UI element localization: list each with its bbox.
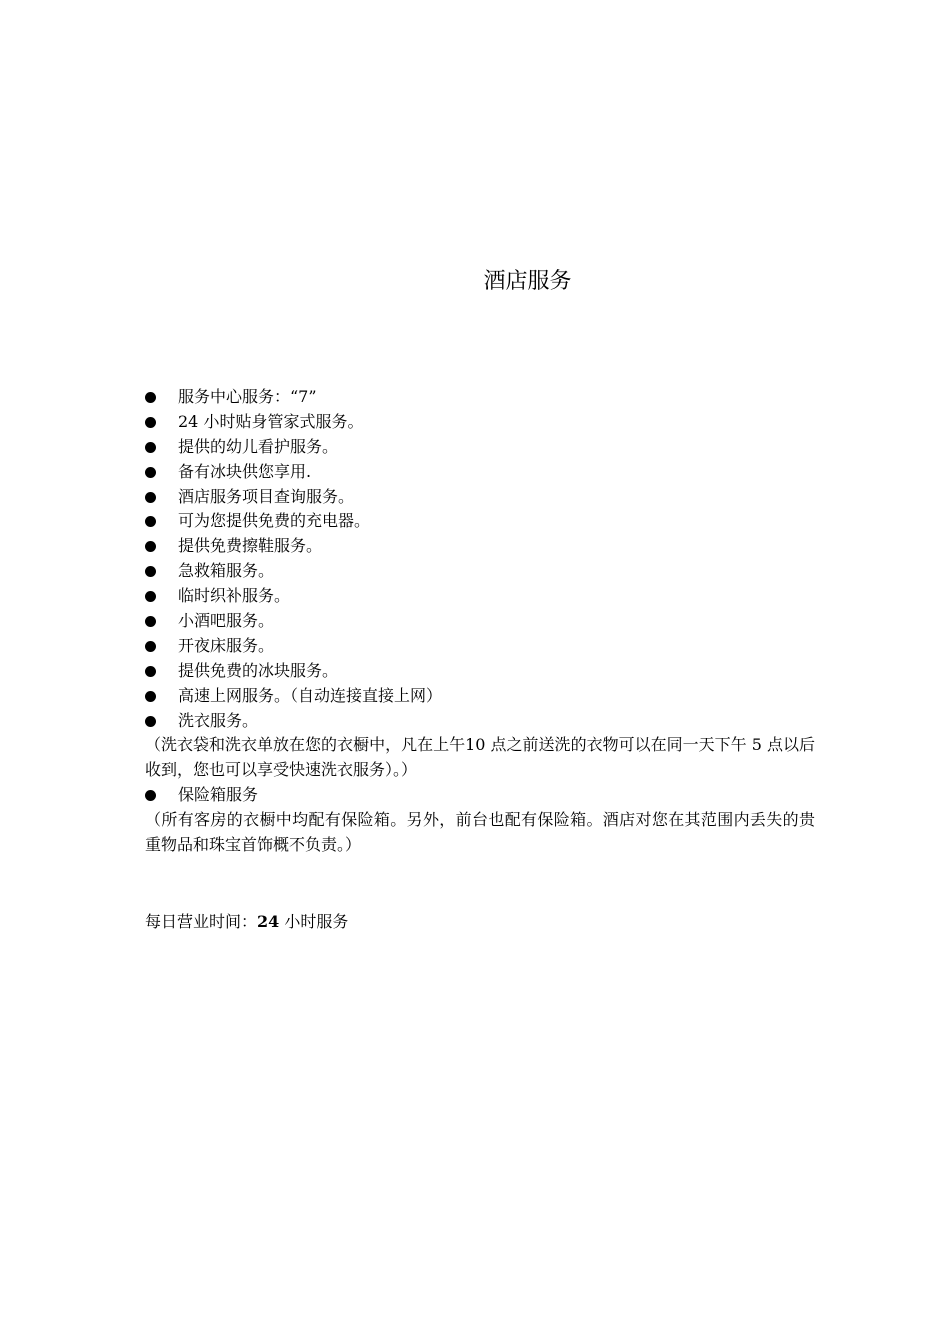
- list-item-text: 提供免费擦鞋服务。: [178, 536, 323, 556]
- list-item-text: 保险箱服务: [178, 785, 259, 805]
- services-list: [145, 385, 815, 858]
- bullet-icon: [145, 641, 156, 652]
- list-item-text: 高速上网服务。（自动连接直接上网）: [178, 685, 443, 705]
- list-item: [145, 410, 815, 435]
- list-item-safe: [145, 783, 815, 808]
- bullet-icon: [145, 492, 156, 503]
- bullet-icon: [145, 541, 156, 552]
- bullet-icon: [145, 616, 156, 627]
- bullet-icon: [145, 442, 156, 453]
- list-item-text: 临时织补服务。: [178, 586, 291, 606]
- list-item-text: 洗衣服务。: [178, 710, 259, 730]
- list-item: [145, 584, 815, 609]
- list-item-text: 提供免费的冰块服务。: [178, 660, 339, 680]
- list-item-text: 酒店服务项目查询服务。: [178, 486, 355, 506]
- list-item-text: 可为您提供免费的充电器。: [178, 511, 371, 531]
- bullet-icon: [145, 591, 156, 602]
- bullet-icon: [145, 666, 156, 677]
- list-item-text: 开夜床服务。: [178, 635, 275, 655]
- list-item: [145, 559, 815, 584]
- bullet-icon: [145, 691, 156, 702]
- list-item-text: 急救箱服务。: [178, 561, 275, 581]
- list-item: [145, 609, 815, 634]
- bullet-icon: [145, 417, 156, 428]
- list-item: [145, 485, 815, 510]
- bullet-icon: [145, 392, 156, 403]
- list-item-text: 小酒吧服务。: [178, 611, 275, 631]
- list-item: [145, 709, 815, 734]
- list-item: [145, 435, 815, 460]
- bullet-icon: [145, 790, 156, 801]
- list-item-text: 备有冰块供您享用.: [178, 461, 312, 481]
- list-item: [145, 509, 815, 534]
- laundry-note: （洗衣袋和洗衣单放在您的衣橱中，凡在上午10 点之前送洗的衣物可以在同一天下午 5 点以后收到，您也可以享受快速洗衣服务）。）: [145, 735, 815, 780]
- page-title: 酒店服务: [483, 269, 572, 294]
- bullet-icon: [145, 716, 156, 727]
- list-item: [145, 385, 815, 410]
- list-item: [145, 634, 815, 659]
- safe-note: （所有客房的衣橱中均配有保险箱。另外，前台也配有保险箱。酒店对您在其范围内丢失的贵重物品和珠宝首饰概不负责。）: [145, 810, 815, 855]
- hours-unit: 小时服务: [284, 912, 349, 931]
- list-item: [145, 659, 815, 684]
- hours-label: 每日营业时间：: [145, 912, 258, 931]
- hours-value: 24: [257, 912, 280, 931]
- bullet-icon: [145, 467, 156, 478]
- list-item: [145, 684, 815, 709]
- list-item-text: 提供的幼儿看护服务。: [178, 436, 339, 456]
- business-hours: [145, 910, 348, 934]
- list-item: [145, 534, 815, 559]
- bullet-icon: [145, 516, 156, 527]
- list-item: [145, 460, 815, 485]
- list-item-text: 服务中心服务：“7”: [178, 387, 317, 406]
- list-item-text: 24 小时贴身管家式服务。: [178, 411, 364, 431]
- bullet-icon: [145, 566, 156, 577]
